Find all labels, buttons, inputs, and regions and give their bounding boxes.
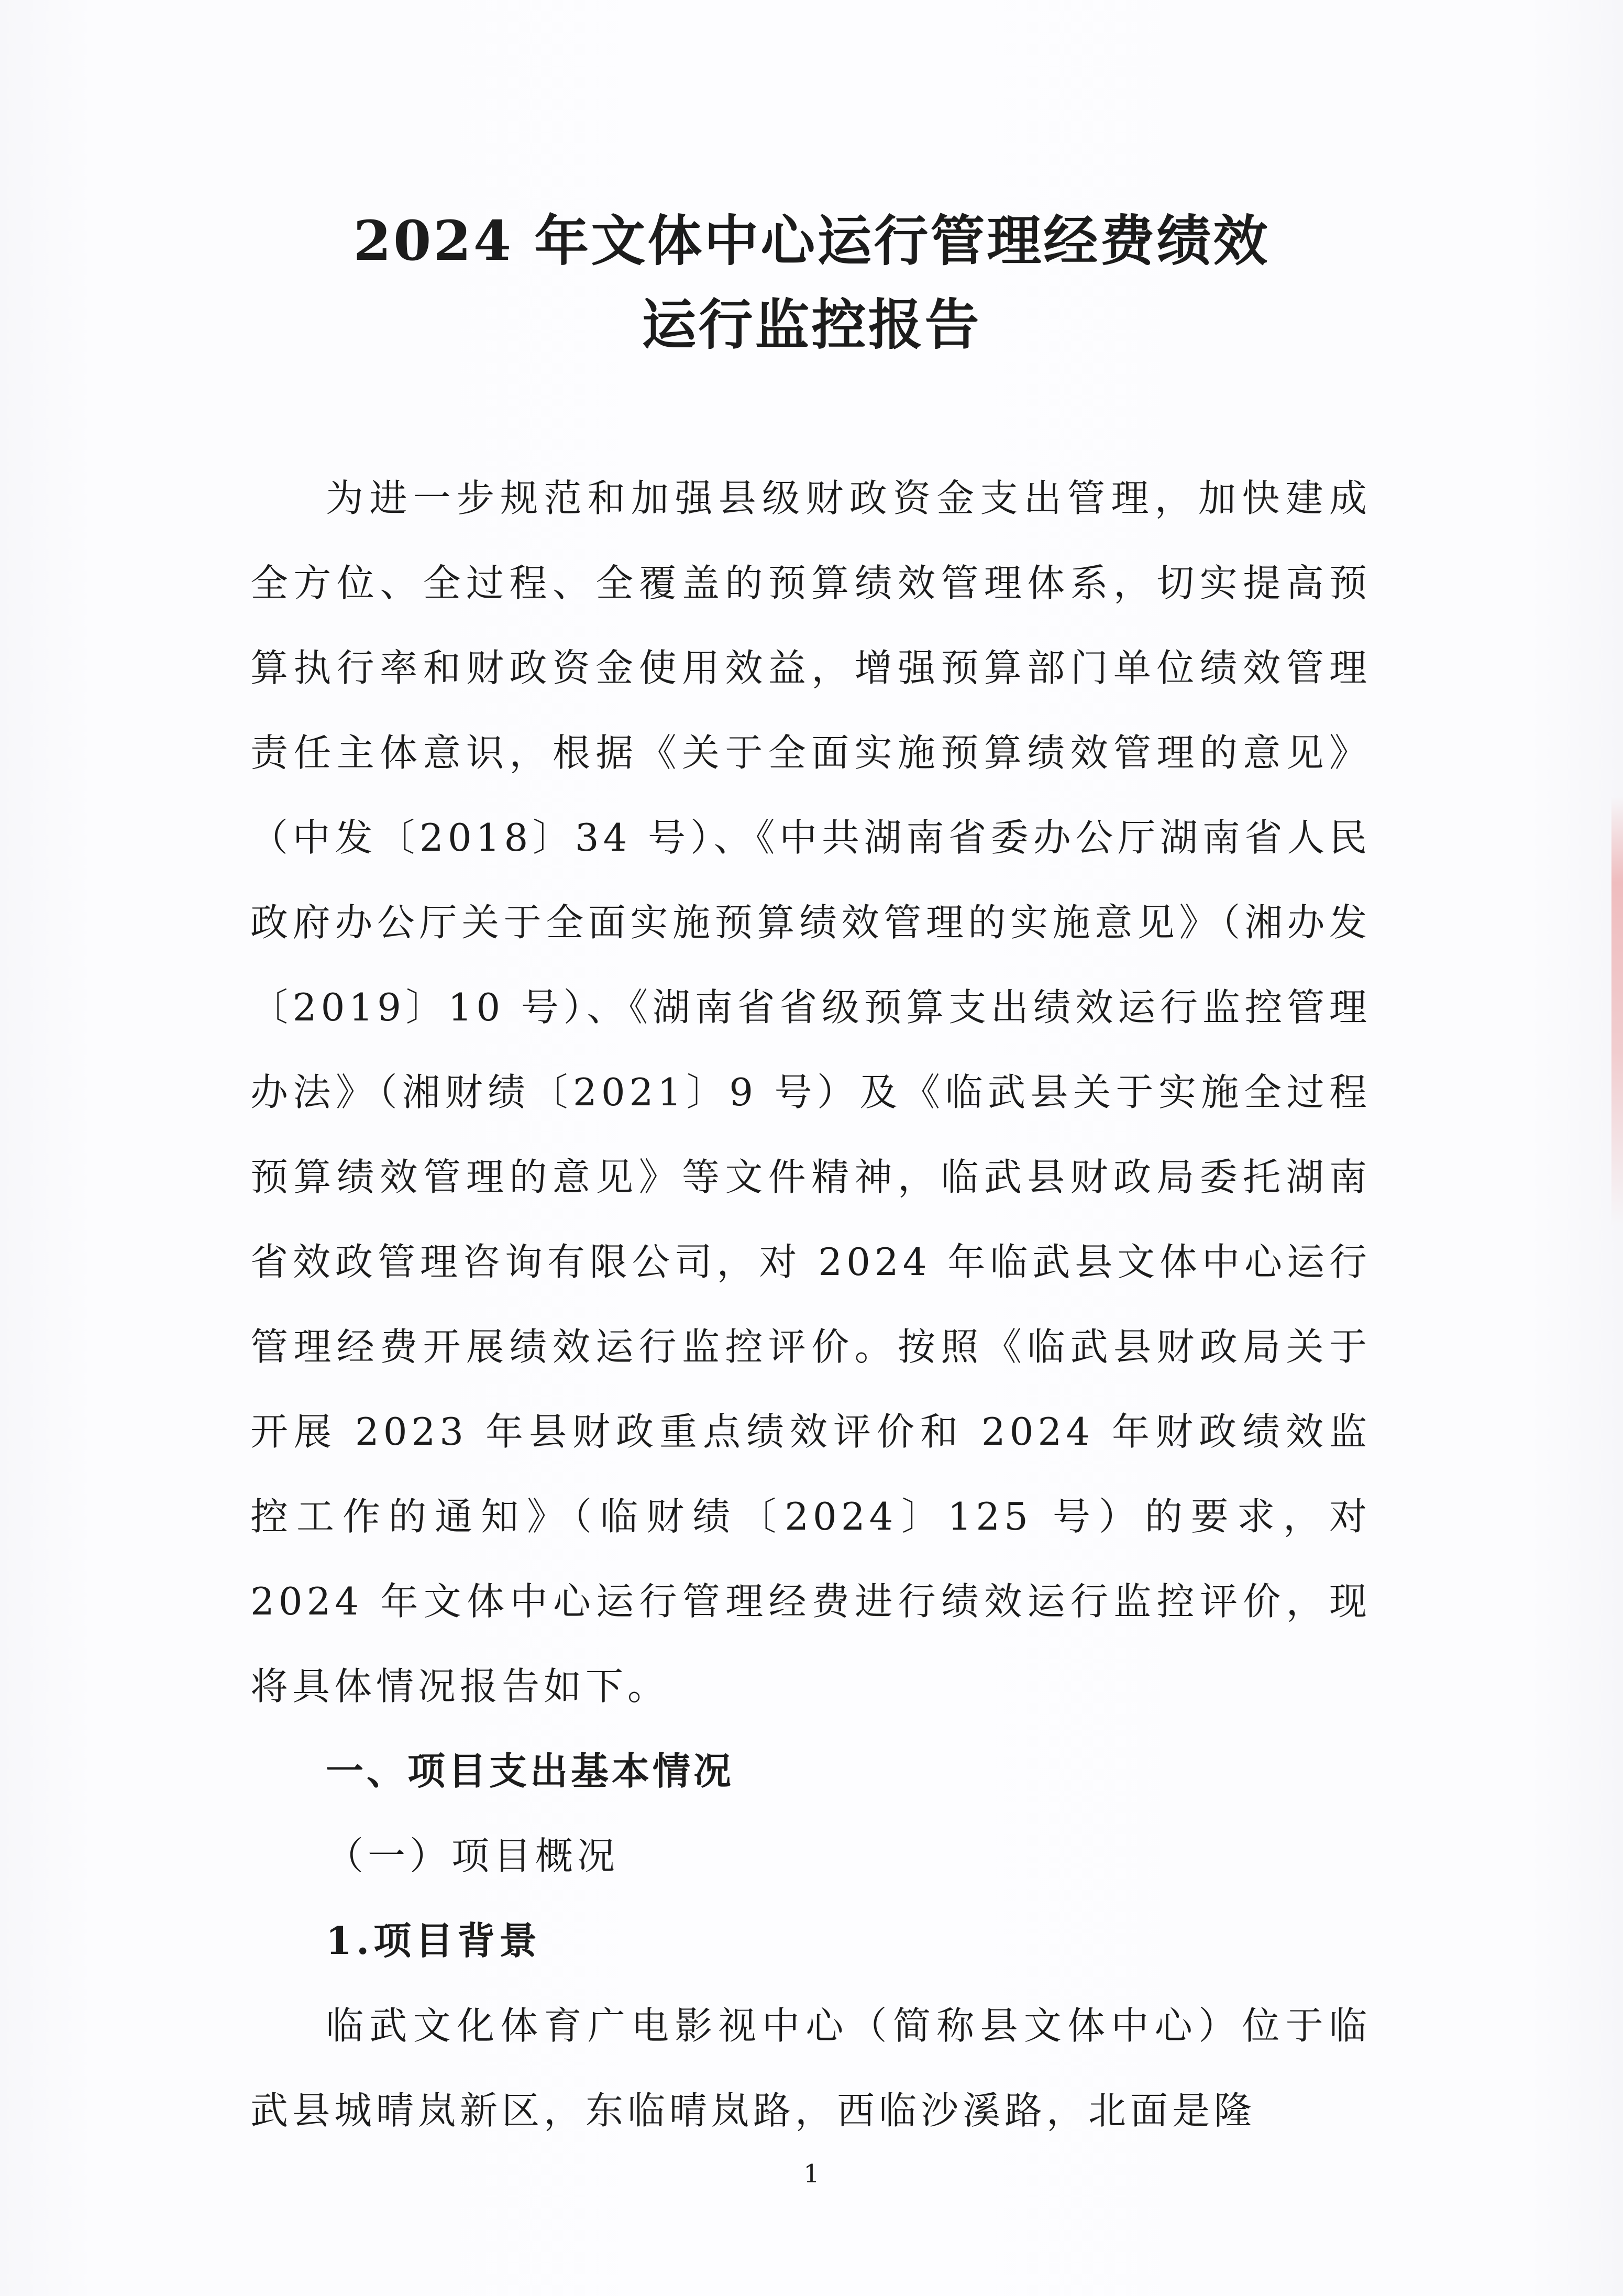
intro-paragraph: 为进一步规范和加强县级财政资金支出管理，加快建成全方位、全过程、全覆盖的预算绩效管理体系，切实提高预算执行率和财政资金使用效益，增强预算部门单位绩效管理责任主体意识，根据《关于全面实施预算绩效管理的意见》（中发〔2018〕34 号）、《中共湖南省委办公厅湖南省人民政府办公厅关于全面实施预算绩效管理的实施意见》（湘办发〔2019〕10 号）、《湖南省省级预算支出绩效运行监控管理办法》（湘财绩〔2021〕9 号）及《临武县关于实施全过程预算绩效管理的意见》等文件精神，临武县财政局委托湖南省效政管理咨询有限公司，对 2024 年临武县文体中心运行管理经费开展绩效运行监控评价。按照《临武县财政局关于开展 2023 年县财政重点绩效评价和 2024 年财政绩效监控工作的通知》（临财绩〔2024〕125 号）的要求，对 2024 年文体中心运行管理经费进行绩效运行监控评价，现将具体情况报告如下。 (250, 476, 1371, 1708)
item-heading-background: 1.项目背景 (326, 1918, 542, 1963)
report-body (250, 456, 1371, 2153)
subsection-heading-overview: （一）项目概况 (326, 1834, 620, 1878)
report-title-line-2: 运行监控报告 (642, 292, 981, 357)
page-number: 1 (803, 2159, 820, 2189)
report-title-line-1: 2024 年文体中心运行管理经费绩效 (353, 208, 1270, 273)
edge-stamp-mark (1611, 796, 1623, 1226)
background-paragraph: 临武文化体育广电影视中心（简称县文体中心）位于临武县城晴岚新区，东临晴岚路，西临沙溪路，北面是隆 (250, 2004, 1371, 2133)
section-heading-basic-info: 一、项目支出基本情况 (326, 1749, 735, 1793)
